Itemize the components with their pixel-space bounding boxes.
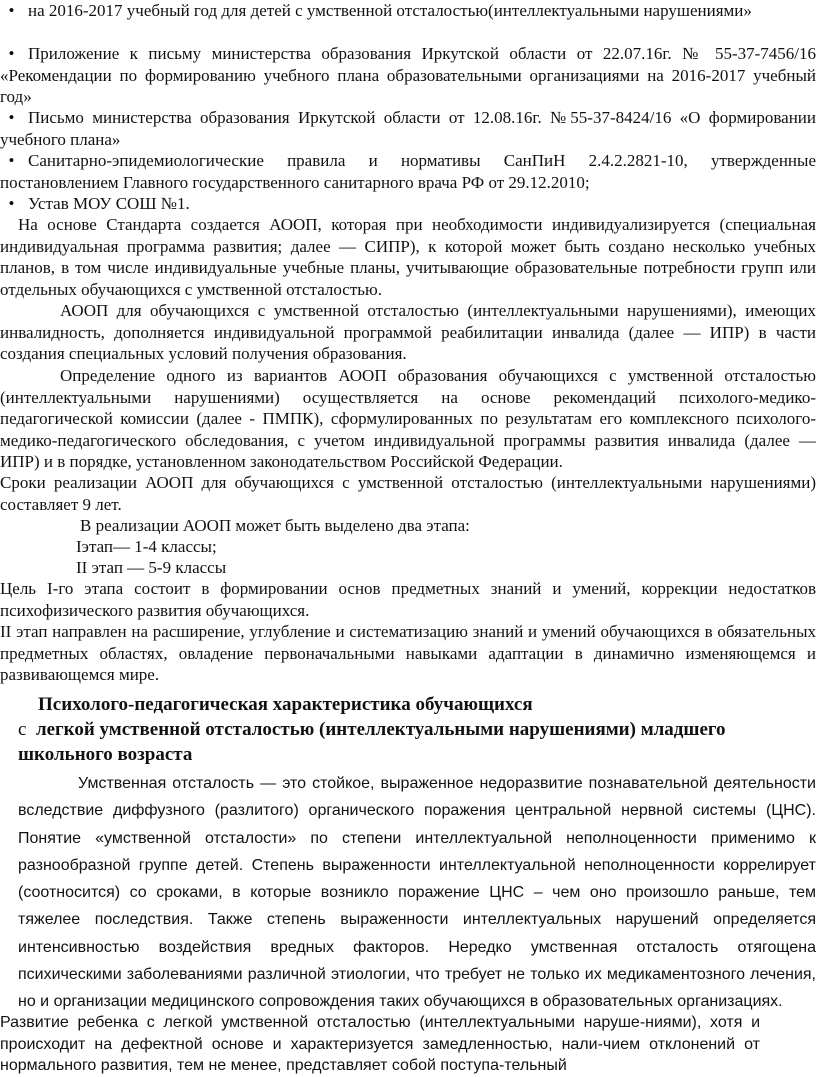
paragraph-disability: АООП для обучающихся с умственной отсталостью (интеллектуальными нарушениями), имеющих инвалидность, дополняется индивидуальной программой реабилитации инвалида (далее — ИПР) в части создания специальных условий получения образования. (0, 301, 816, 363)
paragraph-stages-intro: В реализации АООП может быть выделено два этапа: (80, 516, 470, 535)
bullet-item (0, 193, 816, 215)
bullet-item (0, 43, 816, 108)
bullet-icon: • (0, 108, 15, 127)
bullet-text: Устав МОУ СОШ №1. (28, 194, 190, 213)
paragraph-terms: Сроки реализации АООП для обучающихся с умственной отсталостью (интеллектуальными нарушениями) составляет 9 лет. (0, 473, 816, 514)
stage-1: Iэтап— 1-4 классы; (76, 537, 217, 556)
bullet-icon: • (0, 44, 15, 63)
bullet-text: Письмо министерства образования Иркутской области от 12.08.16г. №55-37-8424/16 «О формировании учебного плана» (0, 108, 816, 149)
paragraph-standard: На основе Стандарта создается АООП, которая при необходимости индивидуализируется (специальная индивидуальная программа развития; далее — СИПР), к которой может быть создано несколько учебных планов, в том числе индивидуальные учебные планы, учитывающие образовательные потребности групп или отдельных обучающихся с умственной отсталостью. (0, 215, 816, 299)
stage-2: II этап — 5-9 классы (76, 558, 227, 577)
section-heading-line-2 (0, 717, 778, 767)
bullet-text: Приложение к письму министерства образования Иркутской области от 22.07.16г. № 55-37-7456/16 «Рекомендации по формированию учебного плана образовательными организациями на 2016-2017 учебный год» (0, 44, 816, 106)
paragraph-goal-2: II этап направлен на расширение, углубление и систематизацию знаний и умений обучающихся в обязательных предметных областях, овладение первоначальными навыками адаптации в динамично изменяющемся и развивающемся мире. (0, 622, 816, 684)
bullet-icon: • (0, 1, 15, 20)
bullet-item (0, 0, 816, 22)
bullet-icon: • (0, 194, 15, 213)
paragraph-retardation: Умственная отсталость — это стойкое, выраженное недоразвитие познавательной деятельности вследствие диффузного (разлитого) органического поражения центральной нервной системы (ЦНС). Понятие «умственной отсталости» по степени интеллектуальной неполноценности применимо к разнообразной группе детей. Степень выраженности интеллектуальной неполноценности коррелирует (соотносится) со сроками, в которые возникло поражение ЦНС – чем оно произошло раньше, тем тяжелее последствия. Также степень выраженности интеллектуальных нарушений определяется интенсивностью воздействия вредных факторов. Нередко умственная отсталость отягощена психическими заболеваниями различной этиологии, что требует не только их медикаментозного лечения, но и организации медицинского сопровождения таких обучающихся в образовательных организациях. (18, 775, 816, 1011)
bullet-item (0, 107, 816, 150)
paragraph-goal-1: Цель I-го этапа состоит в формировании основ предметных знаний и умений, коррекции недостатков психофизического развития обучающихся. (0, 579, 816, 620)
bullet-item (0, 150, 816, 193)
section-heading-line-1: Психолого-педагогическая характеристика обучающихся (38, 694, 533, 715)
paragraph-development: Развитие ребенка с легкой умственной отсталостью (интеллектуальными наруше-ниями), хотя и происходит на дефектной основе и характеризуется замедленностью, нали-чием отклонений от нормального развития, тем не менее, представляет собой поступа-тельный (0, 1014, 760, 1074)
bullet-text: на 2016-2017 учебный год для детей с умственной отсталостью(интеллектуальными нарушениями» (28, 1, 752, 20)
heading-prefix: с (18, 719, 27, 740)
paragraph-definition: Определение одного из вариантов АООП образования обучающихся с умственной отсталостью (интеллектуальными нарушениями) осуществляется на основе рекомендаций психолого-медико-педагогической комиссии (далее - ПМПК), сформулированных по результатам его комплексного психолого-медико-педагогического обследования, с учетом индивидуальной программы развития инвалида (далее — ИПР) и в порядке, установленном законодательством Российской Федерации. (0, 366, 816, 471)
bullet-icon: • (0, 151, 15, 170)
heading-text: легкой умственной отсталостью (интеллектуальными нарушениями) младшего школьного возраста (18, 719, 726, 765)
bullet-text: Санитарно-эпидемиологические правила и нормативы СанПиН 2.4.2.2821-10, утвержденные постановлением Главного государственного санитарного врача РФ от 29.12.2010; (0, 151, 816, 192)
